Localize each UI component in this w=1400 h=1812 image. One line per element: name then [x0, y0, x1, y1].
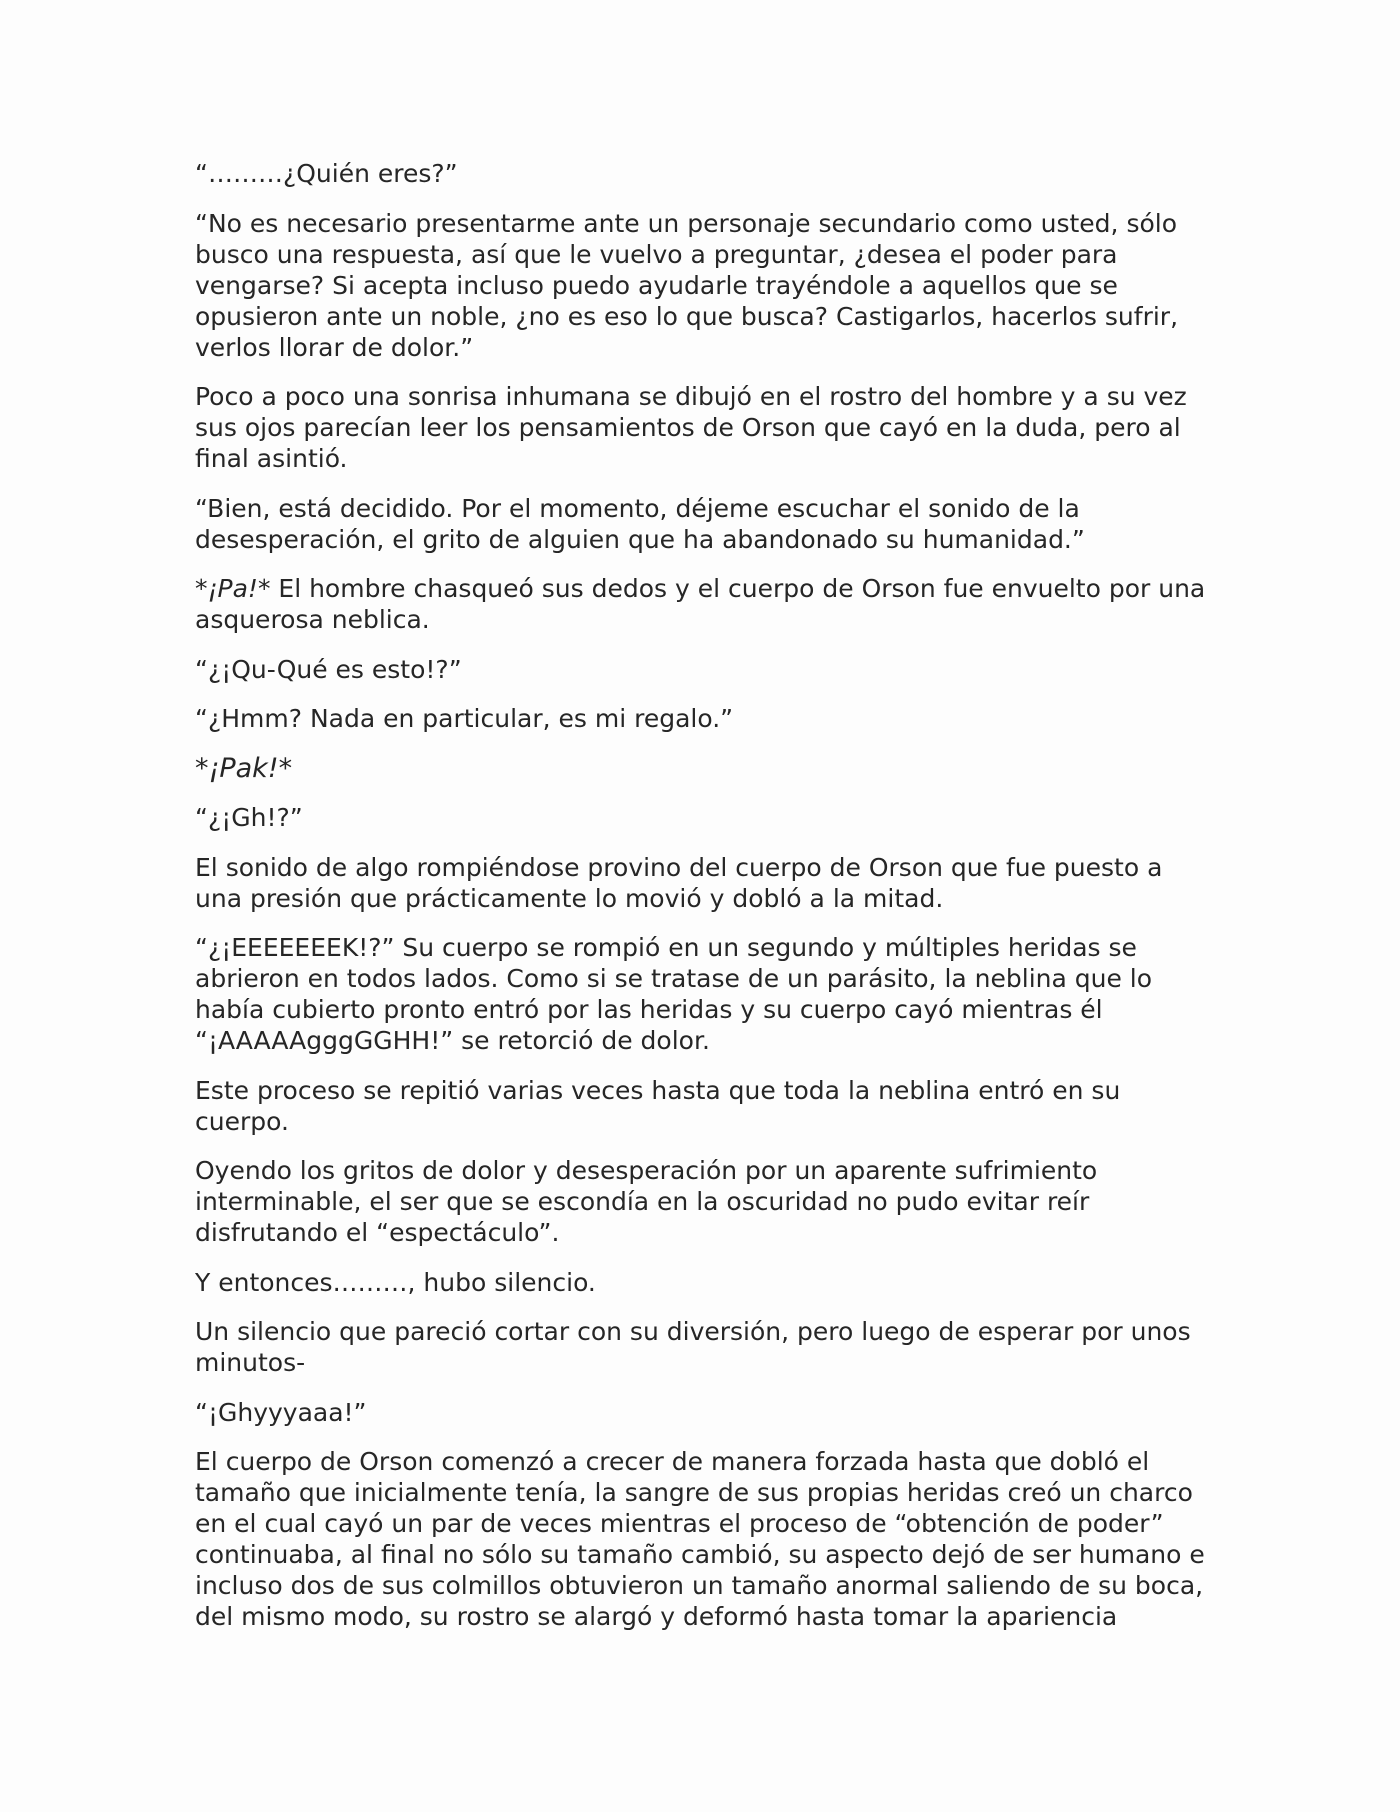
paragraph: El cuerpo de Orson comenzó a crecer de manera forzada hasta que dobló el tamaño que inicialmente tenía, la sangre de sus propias heridas creó un charco en el cual cayó un par de veces mientras el proceso de “obtención de poder” continuaba, al final no sólo su tamaño cambió, su aspecto dejó de ser humano e incluso dos de sus colmillos obtuvieron un tamaño anormal saliendo de su boca, del mismo modo, su rostro se alargó y deformó hasta tomar la apariencia: [195, 1447, 1205, 1631]
paragraph: Y entonces………, hubo silencio.: [195, 1267, 596, 1297]
document-page: [195, 158, 1210, 1651]
sound-effect: *¡Pak!*: [195, 752, 293, 784]
paragraph: [195, 573, 1210, 635]
paragraph: “………¿Quién eres?”: [195, 159, 458, 188]
paragraph: Un silencio que pareció cortar con su diversión, pero luego de esperar por unos minutos-: [195, 1317, 1191, 1377]
sound-effect: *¡Pa!*: [195, 574, 271, 603]
paragraph: “¡Ghyyyaaa!”: [195, 1397, 367, 1427]
paragraph-text: El hombre chasqueó sus dedos y el cuerpo de Orson fue envuelto por una asquerosa neblica.: [195, 574, 1206, 634]
paragraph: [195, 753, 1210, 784]
paragraph: “¿Hmm? Nada en particular, es mi regalo.”: [195, 704, 734, 733]
paragraph: “Bien, está decidido. Por el momento, déjeme escuchar el sonido de la desesperación, el grito de alguien que ha abandonado su humanidad.”: [195, 493, 1085, 554]
paragraph: “¿¡EEEEEEEK!?” Su cuerpo se rompió en un segundo y múltiples heridas se abrieron en todos lados. Como si se tratase de un parásito, la neblina que lo había cubierto pronto entró por las heridas y su cuerpo cayó mientras él “¡AAAAAgggGGHH!” se retorció de dolor.: [195, 933, 1153, 1055]
paragraph: Poco a poco una sonrisa inhumana se dibujó en el rostro del hombre y a su vez sus ojos parecían leer los pensamientos de Orson que cayó en la duda, pero al final asintió.: [195, 382, 1187, 473]
paragraph: “No es necesario presentarme ante un personaje secundario como usted, sólo busco una respuesta, así que le vuelvo a preguntar, ¿desea el poder para vengarse? Si acepta incluso puedo ayudarle trayéndole a aquellos que se opusieron ante un noble, ¿no es eso lo que busca? Castigarlos, hacerlos sufrir, verlos llorar de dolor.”: [195, 208, 1179, 362]
paragraph: “¿¡Qu-Qué es esto!?”: [195, 654, 462, 684]
paragraph: El sonido de algo rompiéndose provino del cuerpo de Orson que fue puesto a una presión que prácticamente lo movió y dobló a la mitad.: [195, 852, 1163, 913]
paragraph: “¿¡Gh!?”: [195, 803, 303, 832]
paragraph: Este proceso se repitió varias veces hasta que toda la neblina entró en su cuerpo.: [195, 1075, 1121, 1136]
paragraph: Oyendo los gritos de dolor y desesperación por un aparente sufrimiento interminable, el ser que se escondía en la oscuridad no pudo evitar reír disfrutando el “espectáculo”.: [195, 1156, 1098, 1247]
